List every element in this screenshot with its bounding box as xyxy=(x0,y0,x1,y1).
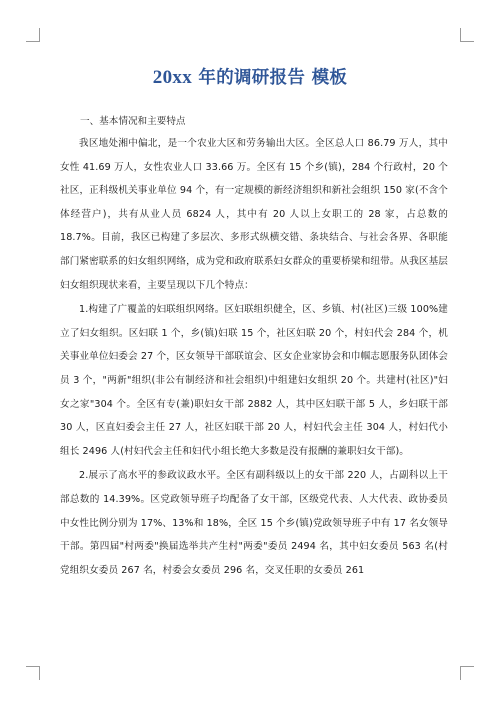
crop-mark-top-right xyxy=(460,28,474,42)
paragraph-organization-network: 1.构建了广覆盖的妇联组织网络。区妇联组织健全，区、乡镇、村(社区)三级 100%建立了妇女组织。区妇联 1 个，乡(镇)妇联 15 个，社区妇联 20 个，村妇代会 284 个，机关事业单位妇委会 27 个，区女领导干部联谊会、区女企业家协会和巾帼志愿服务队团体会员 3 个，"两新"组织(非公有制经济和社会组织)中组建妇女组织 20 个。共建村(社区)"妇女之家"304 个。全区有专(兼)职妇女干部 2882 人，其中区妇联干部 5 人，乡妇联干部 30 人，区直妇委会主任 27 人，社区妇联干部 20 人，村妇代会主任 304 人，村妇代小组长 2496 人(村妇代会主任和妇代小组长绝大多数是没有报酬的兼职妇女干部)。 xyxy=(60,304,448,457)
paragraph-overview: 我区地处湘中偏北，是一个农业大区和劳务输出大区。全区总人口 86.79 万人，其中女性 41.69 万人，女性农业人口 33.66 万。全区有 15 个乡(镇)，284 个行政村，20 个社区，正科级机关事业单位 94 个，有一定规模的新经济组织和新社会组织 150 家(不含个体经营户)，共有从业人员 6824 人，其中有 20 人以上女职工的 28 家，占总数的 18.7%。目前，我区已构建了多层次、多形式纵横交错、条块结合、与社会各界、各职能部门紧密联系的妇女组织网络，成为党和政府联系妇女群众的重要桥梁和纽带。从我区基层妇女组织现状来看，主要呈现以下几个特点： xyxy=(60,138,448,291)
crop-mark-bottom-right xyxy=(460,666,474,680)
document-title xyxy=(0,64,500,89)
section-heading: 一、基本情况和主要特点 xyxy=(80,116,186,127)
title-text: 年的调研报告 模板 xyxy=(192,68,348,88)
crop-mark-bottom-left xyxy=(26,666,40,680)
crop-mark-top-left xyxy=(26,28,40,42)
document-body xyxy=(60,112,448,582)
paragraph-political-participation: 2.展示了高水平的参政议政水平。全区有副科级以上的女干部 220 人，占副科以上干部总数的 14.39%。区党政领导班子均配备了女干部，区级党代表、人大代表、政协委员中女性比例分别为 17%、13%和 18%，全区 15 个乡(镇)党政领导班子中有 17 名女领导干部。第四届"村两委"换届选举共产生村"两委"委员 2494 名，其中妇女委员 563 名(村党组织女委员 267 名，村委会女委员 296 名，交叉任职的女委员 261 xyxy=(60,470,448,576)
title-year: 20xx xyxy=(152,67,192,88)
